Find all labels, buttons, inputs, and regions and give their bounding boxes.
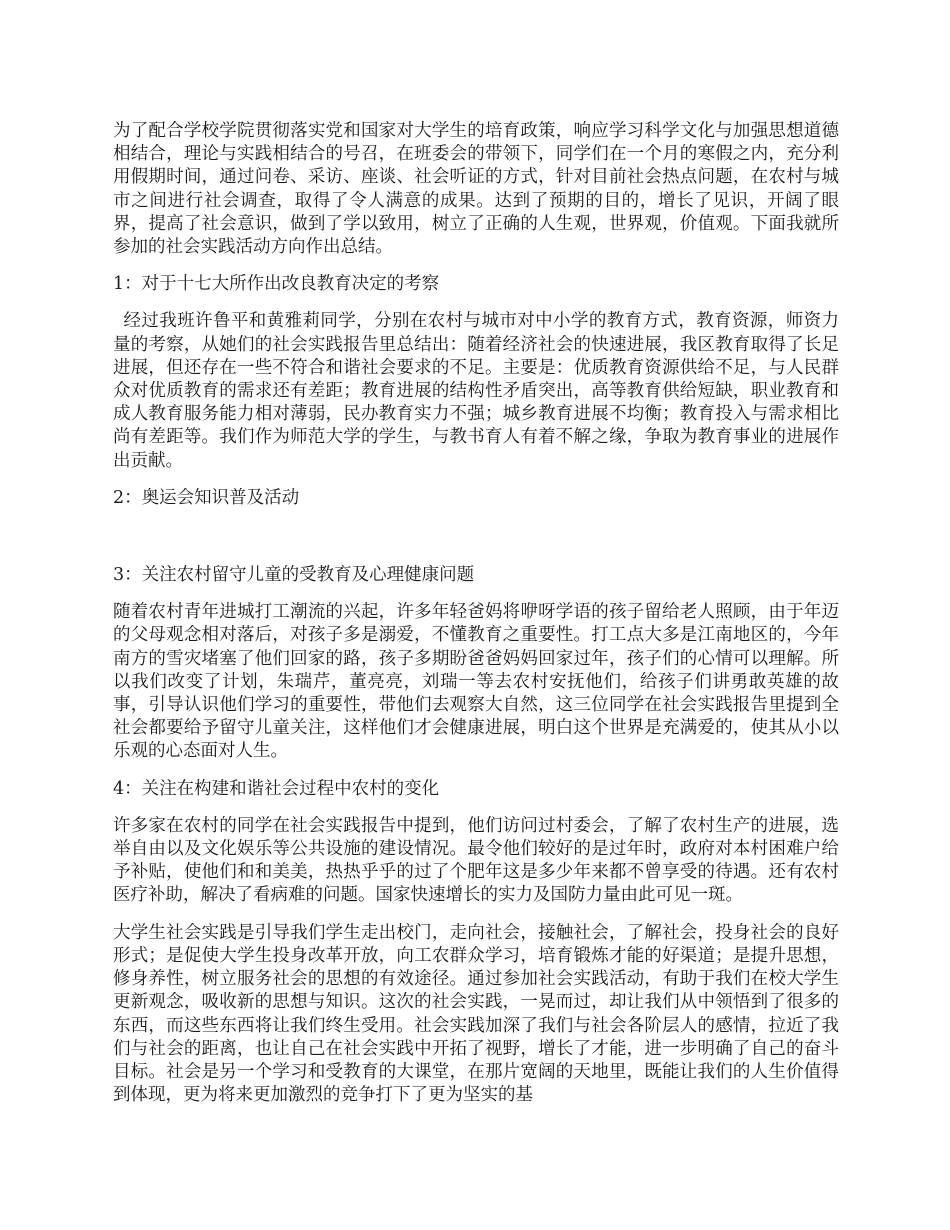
section-3-paragraph: 随着农村青年进城打工潮流的兴起，许多年轻爸妈将咿呀学语的孩子留给老人照顾，由于年迈的父母观念相对落后，对孩子多是溺爱，不懂教育之重要性。打工点大多是江南地区的，今年南方的雪灾堵塞了他们回家的路，孩子多期盼爸爸妈妈回家过年，孩子们的心情可以理解。所以我们改变了计划，朱瑞芹，董亮亮，刘瑞一等去农村安抚他们，给孩子们讲勇敢英雄的故事，引导认识他们学习的重要性，带他们去观察大自然，这三位同学在社会实践报告里提到全社会都要给予留守儿童关注，这样他们才会健康进展，明白这个世界是充满爱的，使其从小以乐观的心态面对人生。 [113,602,839,762]
intro-paragraph: 为了配合学校学院贯彻落实党和国家对大学生的培育政策，响应学习科学文化与加强思想道德相结合，理论与实践相结合的号召，在班委会的带领下，同学们在一个月的寒假之内，充分利用假期时间，通过问卷、采访、座谈、社会听证的方式，针对目前社会热点问题，在农村与城市之间进行社会调查，取得了令人满意的成果。达到了预期的目的，增长了见识，开阔了眼界，提高了社会意识，做到了学以致用，树立了正确的人生观，世界观，价值观。下面我就所参加的社会实践活动方向作出总结。 [113,121,839,258]
section-heading-4: 4：关注在构建和谐社会过程中农村的变化 [113,778,440,799]
conclusion-paragraph: 大学生社会实践是引导我们学生走出校门，走向社会，接触社会，了解社会，投身社会的良好形式；是促使大学生投身改革开放，向工农群众学习，培育锻炼才能的好渠道；是提升思想，修身养性，树立服务社会的思想的有效途径。通过参加社会实践活动，有助于我们在校大学生更新观念，吸收新的思想与知识。这次的社会实践，一晃而过，却让我们从中领悟到了很多的东西，而这些东西将让我们终生受用。社会实践加深了我们与社会各阶层人的感情，拉近了我们与社会的距离，也让自己在社会实践中开拓了视野，增长了才能，进一步明确了自己的奋斗目标。社会是另一个学习和受教育的大课堂，在那片宽阔的天地里，既能让我们的人生价值得到体现，更为将来更加激烈的竞争打下了更为坚实的基 [113,922,839,1106]
section-heading-3: 3：关注农村留守儿童的受教育及心理健康问题 [113,565,475,586]
section-4-paragraph: 许多家在农村的同学在社会实践报告中提到，他们访问过村委会，了解了农村生产的进展，选举自由以及文化娱乐等公共设施的建设情况。最令他们较好的是过年时，政府对本村困难户给予补贴，使他们和和美美，热热乎乎的过了个肥年这是多少年来都不曾享受的待遇。还有农村医疗补助，解决了看病难的问题。国家快速增长的实力及国防力量由此可见一斑。 [113,815,839,906]
section-heading-2: 2：奥运会知识普及活动 [113,487,300,508]
document-page [113,120,839,1121]
empty-section-space [113,524,839,564]
section-1-paragraph: 经过我班许鲁平和黄雅莉同学，分别在农村与城市对中小学的教育方式，教育资源，师资力量的考察，从她们的社会实践报告里总结出：随着经济社会的快速进展，我区教育取得了长足进展，但还存在一些不符合和谐社会要求的不足。主要是：优质教育资源供给不足，与人民群众对优质教育的需求还有差距；教育进展的结构性矛盾突出，高等教育供给短缺，职业教育和成人教育服务能力相对薄弱，民办教育实力不强；城乡教育进展不均衡；教育投入与需求相比尚有差距等。我们作为师范大学的学生，与教书育人有着不解之缘，争取为教育事业的进展作出贡献。 [113,311,839,471]
section-heading-1: 1：对于十七大所作出改良教育决定的考察 [113,274,440,295]
